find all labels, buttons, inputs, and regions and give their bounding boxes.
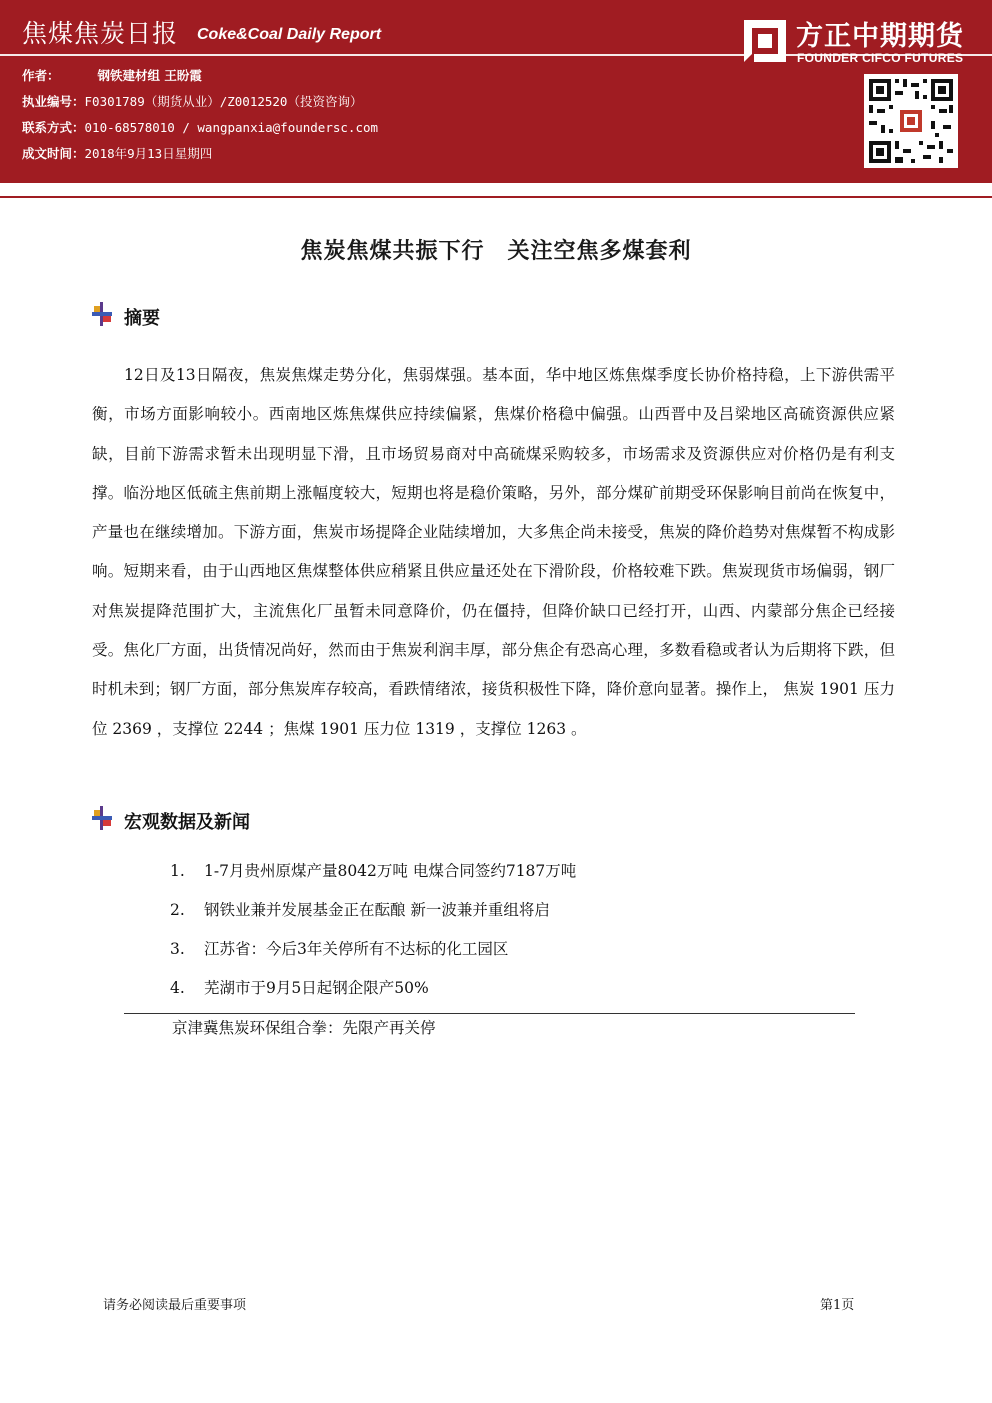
summary-heading-label: 摘要 — [124, 308, 160, 329]
news-item[interactable] — [170, 894, 576, 933]
date-line — [22, 144, 212, 162]
founder-logo-icon — [744, 20, 786, 62]
license-value: F0301789（期货从业）/Z0012520（投资咨询） — [84, 94, 363, 109]
license-line — [22, 92, 362, 110]
news-item-text[interactable]: 江苏省：今后3年关停所有不达标的化工园区 — [204, 940, 509, 958]
header-gap — [0, 183, 992, 195]
report-header — [0, 0, 992, 183]
date-value: 2018年9月13日星期四 — [84, 146, 213, 161]
page-number: 第1页 — [820, 1298, 855, 1313]
news-item-text[interactable]: 芜湖市于9月5日起钢企限产50% — [204, 979, 429, 997]
footer-notice: 请务必阅读最后重要事项 — [103, 1298, 247, 1313]
summary-paragraph: 12日及13日隔夜，焦炭焦煤走势分化，焦弱煤强。基本面，华中地区炼焦煤季度长协价格持稳，上下游供需平衡，市场方面影响较小。西南地区炼焦煤供应持续偏紧，焦煤价格稳中偏强。山西晋中及吕梁地区高硫资源供应紧缺，目前下游需求暂未出现明显下滑，且市场贸易商对中高硫煤采购较多，市场需求及资源供应对价格仍是有利支撑。临汾地区低硫主焦前期上涨幅度较大，短期也将是稳价策略，另外，部分煤矿前期受环保影响目前尚在恢复中，产量也在继续增加。下游方面，焦炭市场提降企业陆续增加，大多焦企尚未接受，焦炭的降价趋势对焦煤暂不构成影响。短期来看，由于山西地区焦煤整体供应稍紧且供应量还处在下滑阶段，价格较难下跌。焦炭现货市场偏弱，钢厂对焦炭提降范围扩大，主流焦化厂虽暂未同意降价，仍在僵持，但降价缺口已经打开，山西、内蒙部分焦企已经接受。焦化厂方面，出货情况尚好，然而由于焦炭利润丰厚，部分焦企有恐高心理，多数看稳或者认为后期将下跌，但时机未到；钢厂方面，部分焦炭库存较高，看跌情绪浓，接货积极性下降，降价意向显著。操作上， 焦炭 1901 压力位 2369 ，支撑位 2244 ；焦煤 1901 压力位 1319 ，支撑位 1263 。 — [92, 366, 895, 738]
report-series-subtitle: Coke&Coal Daily Report — [197, 26, 382, 43]
news-item[interactable] — [170, 972, 576, 1011]
author-line — [22, 66, 202, 84]
news-item-text[interactable]: 1-7月贵州原煤产量8042万吨 电煤合同签约7187万吨 — [204, 862, 577, 880]
header-bottom-rule — [0, 196, 992, 198]
news-item-text[interactable]: 钢铁业兼并发展基金正在酝酿 新一波兼并重组将启 — [204, 901, 550, 919]
section-bullet-icon — [92, 806, 112, 830]
report-series-title: 焦煤焦炭日报 — [22, 19, 179, 48]
news-item[interactable] — [170, 855, 576, 894]
news-list — [170, 855, 576, 1011]
qr-code-icon — [864, 74, 958, 168]
section-bullet-icon — [92, 302, 112, 326]
author-value: 钢铁建材组 王盼霞 — [97, 68, 202, 83]
license-label: 执业编号： — [22, 94, 85, 109]
author-label: 作者： — [22, 68, 60, 83]
news-item-number: 1. — [170, 862, 185, 880]
company-name-en: FOUNDER CIFCO FUTURES — [797, 51, 964, 65]
date-label: 成文时间： — [22, 146, 85, 161]
news-item-number: 2. — [170, 901, 185, 919]
news-continuation: 京津冀焦炭环保组合拳：先限产再关停 — [172, 1019, 436, 1037]
news-item-number: 3. — [170, 940, 185, 958]
report-title: 焦炭焦煤共振下行 关注空焦多煤套利 — [300, 239, 692, 264]
contact-line — [22, 118, 378, 136]
news-divider — [124, 1013, 855, 1014]
news-item-number: 4. — [170, 979, 185, 997]
company-name-cn: 方正中期期货 — [796, 21, 964, 52]
news-heading-label: 宏观数据及新闻 — [124, 812, 250, 833]
contact-label: 联系方式： — [22, 120, 85, 135]
news-item[interactable] — [170, 933, 576, 972]
contact-value: 010-68578010 / wangpanxia@foundersc.com — [84, 120, 379, 135]
